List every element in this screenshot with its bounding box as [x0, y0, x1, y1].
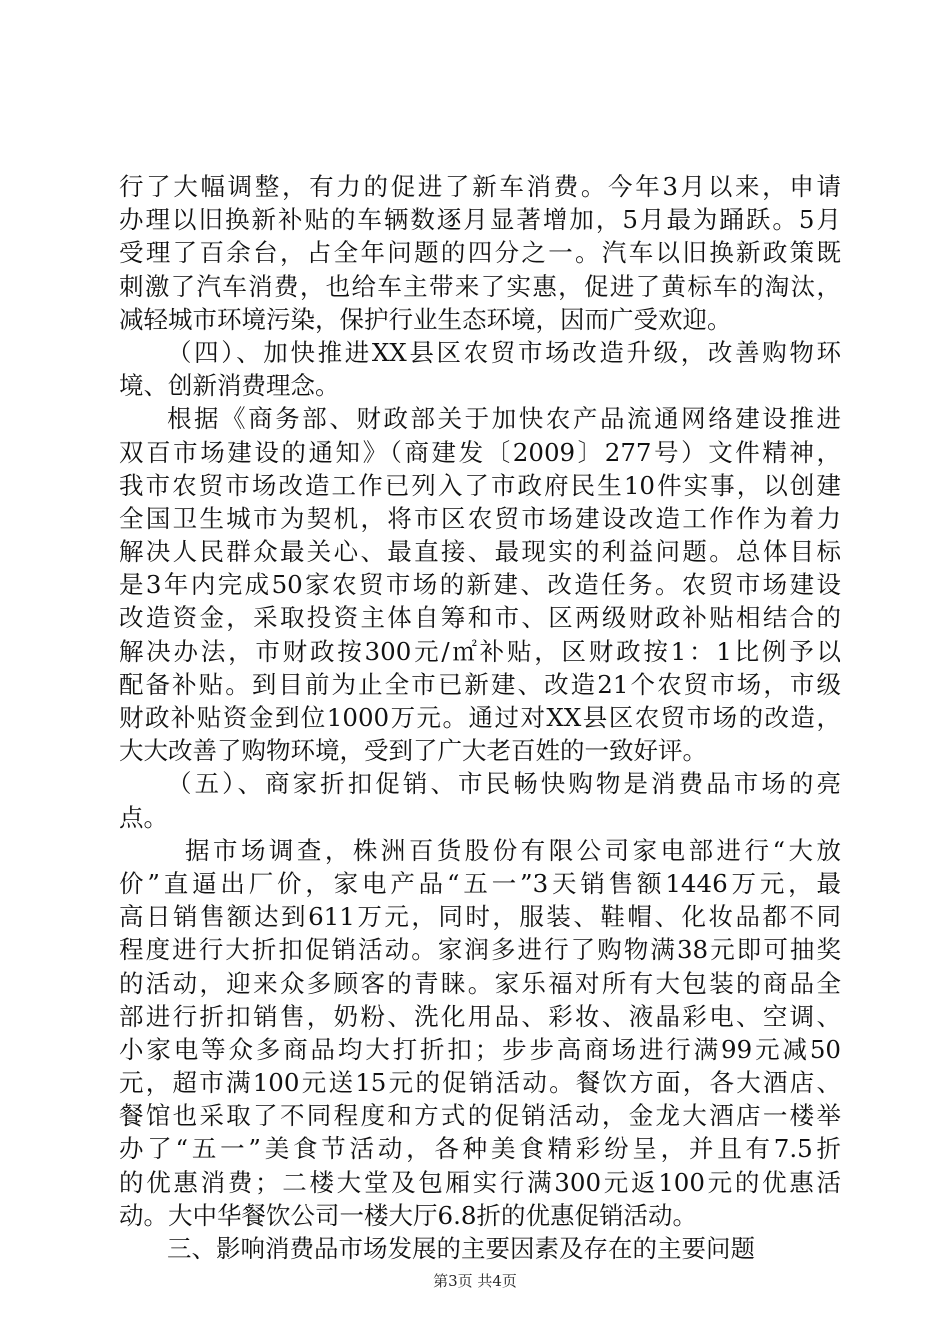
text-line: 的优惠消费；二楼大堂及包厢实行满300元返100元的优惠活 [119, 1167, 841, 1197]
text-line: 根据《商务部、财政部关于加快农产品流通网络建设推进 [167, 404, 841, 434]
text-line: 元，超市满100元送15元的促销活动。餐饮方面，各大酒店、 [119, 1068, 841, 1098]
text-line: 双百市场建设的通知》（商建发〔2009〕277号）文件精神， [119, 437, 841, 467]
text-line: 解决办法，市财政按300元/㎡补贴，区财政按1：1比例予以 [119, 636, 841, 666]
page-footer: 第3页 共4页 [433, 1272, 517, 1290]
text-line: 部进行折扣销售，奶粉、洗化用品、彩妆、液晶彩电、空调、 [119, 1001, 841, 1031]
text-line: 刺激了汽车消费，也给车主带来了实惠，促进了黄标车的淘汰， [119, 271, 841, 301]
section-heading-5-cont: 点。 [119, 802, 168, 832]
text-line: 餐馆也采取了不同程度和方式的促销活动，金龙大酒店一楼举 [119, 1101, 841, 1131]
text-line: 我市农贸市场改造工作已列入了市政府民生10件实事，以创建 [119, 470, 841, 500]
text-line: 据市场调查，株洲百货股份有限公司家电部进行“大放 [185, 835, 841, 865]
section-heading-4: （四）、加快推进XX县区农贸市场改造升级，改善购物环 [167, 337, 841, 367]
section-heading-3: 三、影响消费品市场发展的主要因素及存在的主要问题 [167, 1234, 755, 1263]
text-line: 全国卫生城市为契机，将市区农贸市场建设改造工作作为着力 [119, 503, 841, 533]
text-line: 减轻城市环境污染，保护行业生态环境，因而广受欢迎。 [119, 304, 732, 334]
text-line: 动。大中华餐饮公司一楼大厅6.8折的优惠促销活动。 [119, 1200, 697, 1230]
section-heading-5: （五）、商家折扣促销、市民畅快购物是消费品市场的亮 [167, 769, 841, 799]
text-line: 程度进行大折扣促销活动。家润多进行了购物满38元即可抽奖 [119, 935, 841, 965]
section-heading-4-cont: 境、创新消费理念。 [119, 371, 340, 401]
text-line: 大大改善了购物环境，受到了广大老百姓的一致好评。 [119, 736, 707, 766]
text-line: 办理以旧换新补贴的车辆数逐月显著增加，5月最为踊跃。5月 [119, 205, 841, 235]
text-line: 办了“五一”美食节活动，各种美食精彩纷呈，并且有7.5折 [119, 1134, 841, 1164]
text-line: 高日销售额达到611万元，同时，服装、鞋帽、化妆品都不同 [119, 902, 841, 932]
text-line: 价”直逼出厂价，家电产品“五一”3天销售额1446万元，最 [119, 868, 841, 898]
text-line: 小家电等众多商品均大打折扣；步步高商场进行满99元减50 [119, 1034, 841, 1064]
body-text [119, 170, 841, 1265]
text-line: 受理了百余台，占全年问题的四分之一。汽车以旧换新政策既 [119, 238, 841, 268]
text-line: 配备补贴。到目前为止全市已新建、改造21个农贸市场，市级 [119, 669, 841, 699]
text-line: 财政补贴资金到位1000万元。通过对XX县区农贸市场的改造， [119, 703, 841, 732]
text-line: 是3年内完成50家农贸市场的新建、改造任务。农贸市场建设 [119, 570, 841, 600]
text-line: 解决人民群众最关心、最直接、最现实的利益问题。总体目标 [119, 537, 841, 567]
text-line: 改造资金，采取投资主体自筹和市、区两级财政补贴相结合的 [119, 603, 841, 633]
text-line: 行了大幅调整，有力的促进了新车消费。今年3月以来，申请 [119, 172, 841, 201]
text-line: 的活动，迎来众多顾客的青睐。家乐福对所有大包装的商品全 [119, 968, 841, 998]
